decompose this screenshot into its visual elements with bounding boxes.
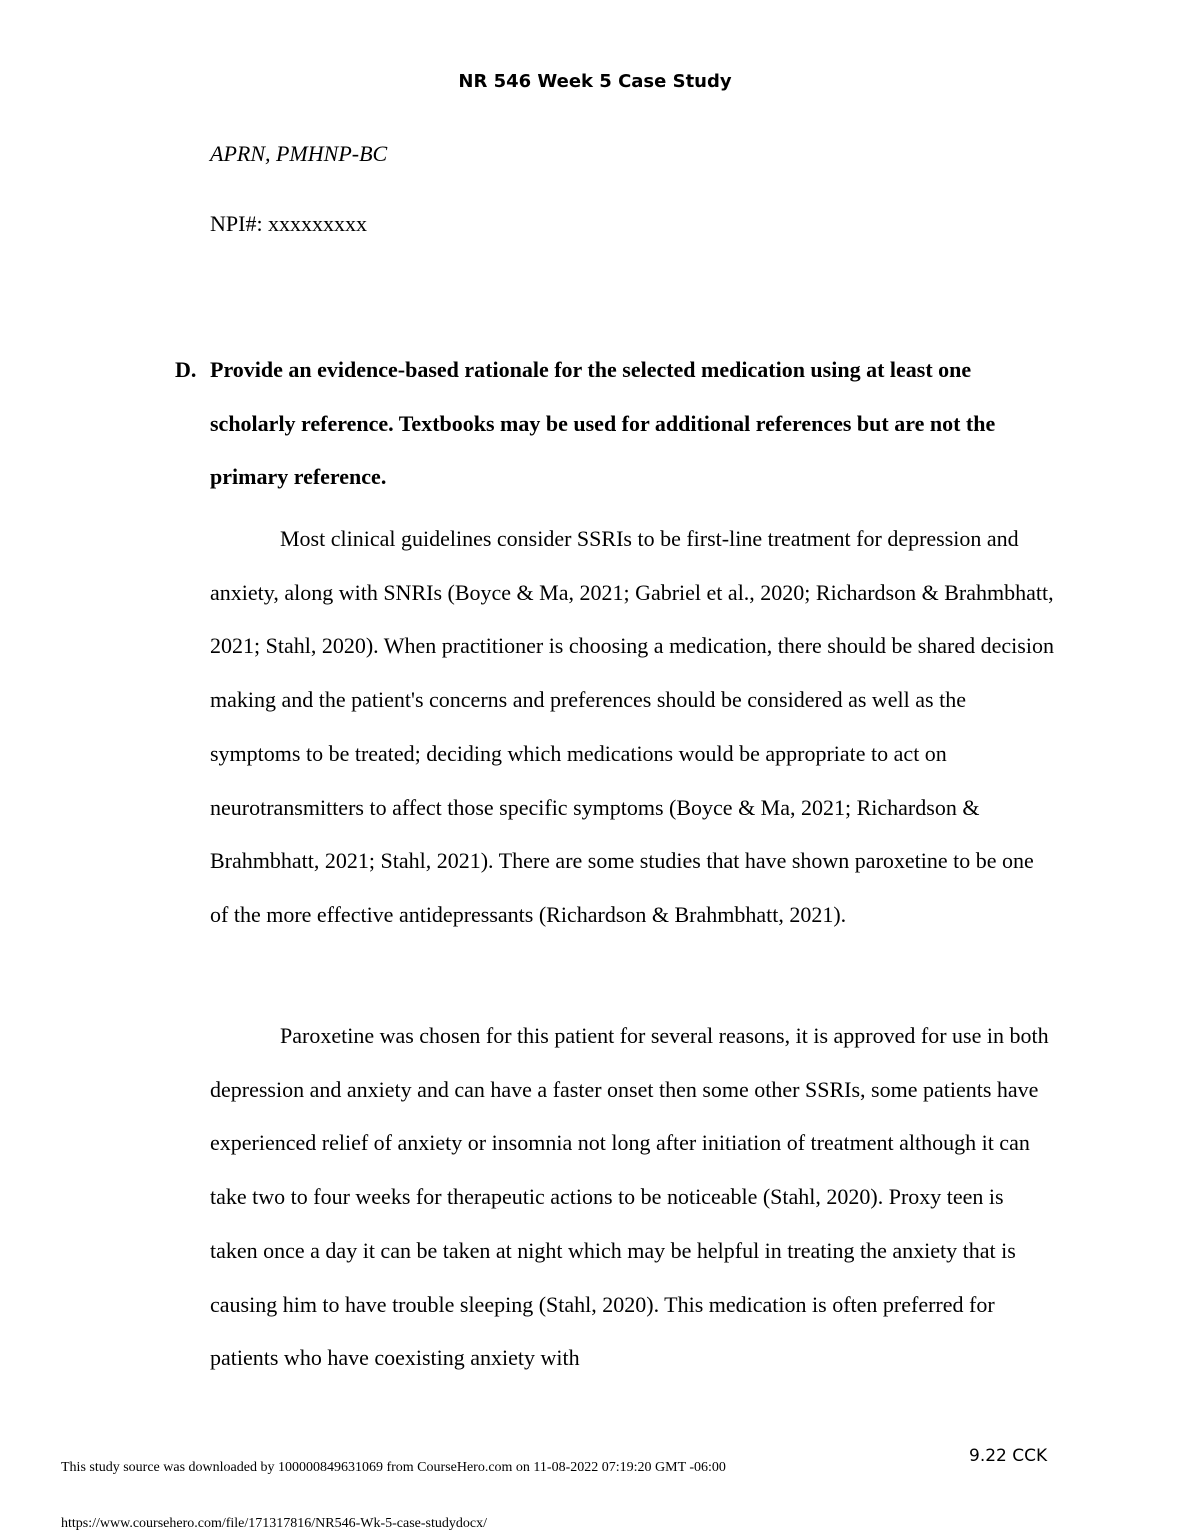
body-paragraph-2: Paroxetine was chosen for this patient for several reasons, it is approved for use in both depression and anxiety and can have a faster onset then some other SSRIs, some patients have experienced relief of anxiety or insomnia not long after initiation of treatment although it can take two to four weeks for therapeutic actions to be noticeable (Stahl, 2020). Proxy teen is taken once a day it can be taken at night which may be helpful in treating the anxiety that is causing him to have trouble sleeping (Stahl, 2020). This medication is often preferred for patients who have coexisting anxiety with xyxy=(210,1023,1049,1371)
footer-url[interactable]: https://www.coursehero.com/file/171317816/NR546-Wk-5-case-studydocx/ xyxy=(61,1516,488,1531)
footer-source-note: This study source was downloaded by 100000849631069 from CourseHero.com on 11-08-2022 07:19:20 GMT -06:00 xyxy=(61,1460,726,1475)
section-letter: D. xyxy=(175,357,197,382)
section-heading: Provide an evidence-based rationale for the selected medication using at least one scholarly reference. Textbooks may be used for additional references but are not the primary reference. xyxy=(210,357,996,489)
body-paragraph-1: Most clinical guidelines consider SSRIs to be first-line treatment for depression and anxiety, along with SNRIs (Boyce & Ma, 2021; Gabriel et al., 2020; Richardson & Brahmbhatt, 2021; Stahl, 2020). When practitioner is choosing a medication, there should be shared decision making and the patient's concerns and preferences should be considered as well as the symptoms to be treated; deciding which medications would be appropriate to act on neurotransmitters to affect those specific symptoms (Boyce & Ma, 2021; Richardson & Brahmbhatt, 2021; Stahl, 2021). There are some studies that have shown paroxetine to be one of the more effective antidepressants (Richardson & Brahmbhatt, 2021). xyxy=(210,526,1054,927)
page-header-title: NR 546 Week 5 Case Study xyxy=(458,71,732,92)
footer-page-label: 9.22 CCK xyxy=(969,1446,1048,1466)
signature-npi: NPI#: xxxxxxxxx xyxy=(210,211,368,236)
signature-credentials: APRN, PMHNP-BC xyxy=(210,141,388,166)
